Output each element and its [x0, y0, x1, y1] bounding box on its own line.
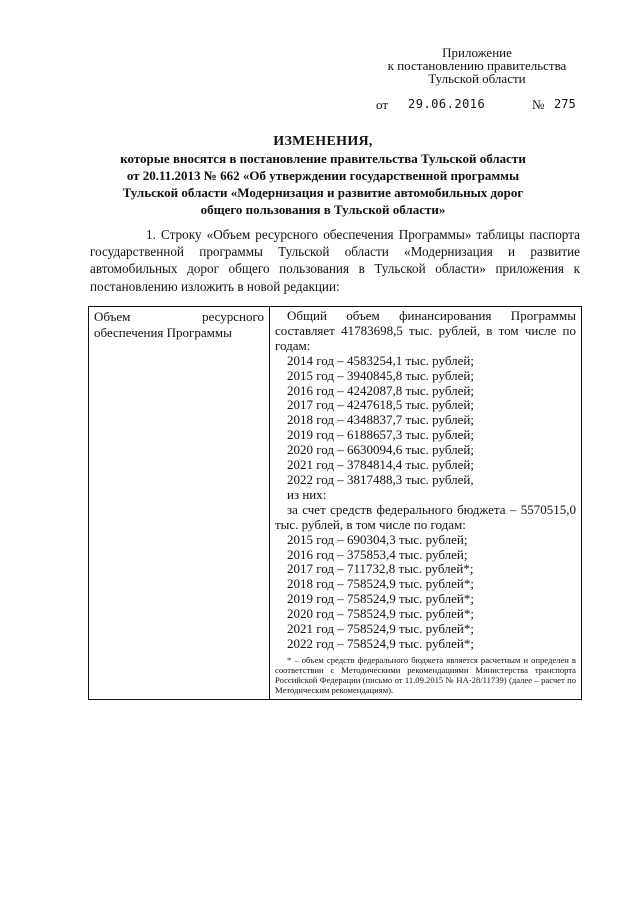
title-line: от 20.11.2013 № 662 «Об утверждении государственной программы [126, 168, 520, 183]
year-total-item: 2017 год – 4247618,5 тыс. рублей; [287, 397, 474, 413]
resolution-number: 275 [554, 97, 576, 111]
title-line: Тульской области «Модернизация и развитие автомобильных дорог [122, 185, 524, 200]
year-federal-item: 2016 год – 375853,4 тыс. рублей; [287, 546, 468, 562]
resolution-date: 29.06.2016 [408, 97, 486, 111]
row-value-cell [270, 307, 582, 700]
year-federal-item: 2017 год – 711732,8 тыс. рублей*; [287, 561, 474, 577]
year-federal-item: 2021 год – 758524,9 тыс. рублей*; [287, 621, 474, 637]
appendix-line: Приложение [442, 45, 512, 60]
passport-table [88, 306, 582, 700]
appendix-line: к постановлению правительства [387, 58, 567, 73]
year-total-item: 2014 год – 4583254,1 тыс. рублей; [287, 352, 474, 368]
federal-budget-text: за счет средств федерального бюджета – 5570515,0 тыс. рублей, в том числе по годам: [275, 501, 576, 532]
table-row [89, 307, 582, 700]
title-line: которые вносятся в постановление правительства Тульской области [120, 151, 526, 166]
footnote: * – объем средств федерального бюджета является расчетным и определен в соответствии с Методическими рекомендациями Министерства транспорта Российской Федерации (письмо от 11.09.2015 № НА-28/11739) (далее – расчет по Методическим рекомендациям). [275, 654, 576, 695]
year-federal-item: 2018 год – 758524,9 тыс. рублей*; [287, 576, 474, 592]
title-line: общего пользования в Тульской области» [200, 202, 446, 217]
of-them-label: из них: [287, 486, 327, 502]
year-federal-item: 2020 год – 758524,9 тыс. рублей*; [287, 606, 474, 622]
intro-text: 1. Строку «Объем ресурсного обеспечения Программы» таблицы паспорта государственной программы Тульской области «Модернизация и развитие автомобильных дорог общего пользования в Тульской области» приложения к постановлению изложить в новой редакции: [90, 227, 580, 294]
label-line: обеспечения Программы [94, 324, 232, 340]
number-label: № [532, 97, 545, 112]
title-main: ИЗМЕНЕНИЯ, [273, 134, 373, 149]
year-federal-item: 2022 год – 758524,9 тыс. рублей*; [287, 635, 474, 651]
year-total-item: 2020 год – 6630094,6 тыс. рублей; [287, 442, 474, 458]
label-word: Объем [94, 309, 131, 324]
year-federal-item: 2019 год – 758524,9 тыс. рублей*; [287, 591, 474, 607]
year-total-item: 2016 год – 4242087,8 тыс. рублей; [287, 382, 474, 398]
label-word: ресурсного [202, 309, 264, 324]
year-total-item: 2019 год – 6188657,3 тыс. рублей; [287, 427, 474, 443]
year-total-item: 2018 год – 4348837,7 тыс. рублей; [287, 412, 474, 428]
year-total-item: 2015 год – 3940845,8 тыс. рублей; [287, 367, 474, 383]
appendix-header [372, 46, 582, 85]
row-label-cell [89, 307, 270, 700]
year-federal-item: 2015 год – 690304,3 тыс. рублей; [287, 531, 468, 547]
intro-paragraph [90, 226, 580, 295]
date-prefix: от [376, 97, 389, 112]
year-total-item: 2021 год – 3784814,4 тыс. рублей; [287, 457, 474, 473]
appendix-line: Тульской области [428, 71, 526, 86]
document-title [90, 133, 556, 218]
total-financing-text: Общий объем финансирования Программы составляет 41783698,5 тыс. рублей, в том числе по годам: [275, 308, 576, 353]
year-total-item: 2022 год – 3817488,3 тыс. рублей, [287, 471, 474, 487]
